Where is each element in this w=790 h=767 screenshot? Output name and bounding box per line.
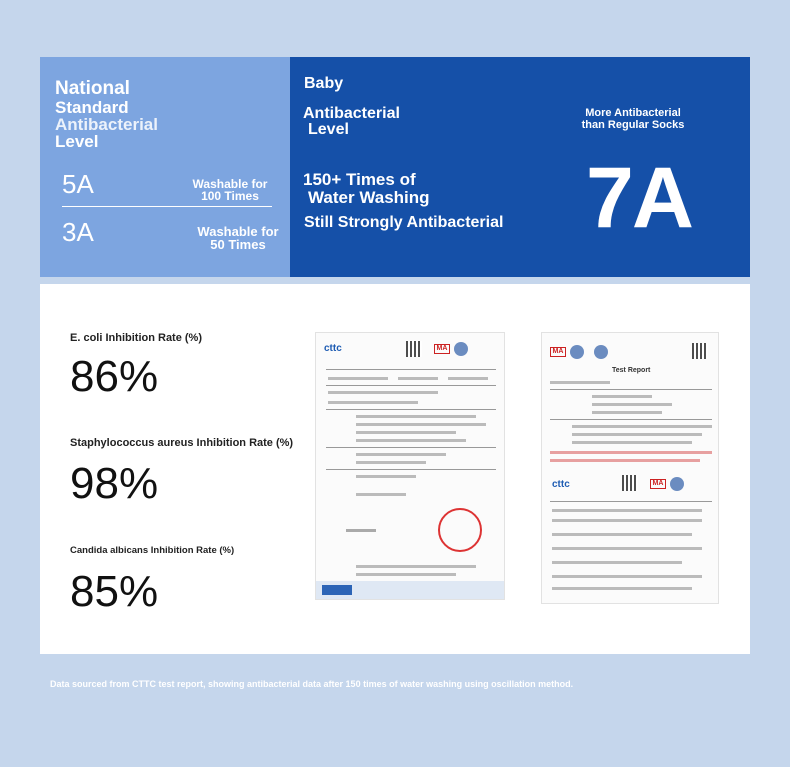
- doc-text-line: [572, 441, 692, 444]
- footer-logo: [322, 585, 352, 595]
- grade-5a-wash-line1: Washable for: [192, 177, 268, 191]
- doc-text-line: [592, 403, 672, 406]
- cttc-logo: cttc: [552, 479, 570, 490]
- signature-mark: [346, 529, 376, 532]
- doc-text-line: [552, 561, 682, 564]
- more-line1: More Antibacterial: [585, 107, 681, 119]
- doc-text-line: [572, 425, 712, 428]
- grade-7a: 7A: [586, 150, 692, 246]
- qr-code-icon: [622, 475, 638, 491]
- doc-text-line: [550, 381, 610, 384]
- test-report-title: Test Report: [612, 367, 651, 374]
- ma-logo: MA: [434, 344, 450, 354]
- doc-text-line: [398, 377, 438, 380]
- doc-rule: [326, 409, 496, 410]
- grade-divider: [62, 206, 272, 207]
- ecoli-rate-label: E. coli Inhibition Rate (%): [70, 332, 202, 344]
- ecoli-rate-value: 86%: [70, 352, 159, 401]
- data-source-footnote: Data sourced from CTTC test report, showing antibacterial data after 150 times of water washing using oscillation method.: [50, 679, 574, 689]
- doc-text-line: [552, 547, 702, 550]
- doc-text-line: [328, 377, 388, 380]
- cttc-logo: cttc: [324, 343, 342, 354]
- red-seal-stamp: [438, 508, 482, 552]
- doc-text-line: [592, 411, 662, 414]
- grade-3a-wash-line2: 50 Times: [210, 237, 266, 252]
- level-label: Level: [55, 132, 99, 151]
- doc-text-line: [328, 391, 438, 394]
- doc-text-line: [356, 565, 476, 568]
- doc-text-line: [552, 509, 702, 512]
- grade-5a-wash-note: [180, 178, 280, 202]
- doc-text-line: [356, 493, 406, 496]
- baby-label: Baby: [304, 75, 344, 92]
- grade-3a-wash-note: [188, 225, 288, 251]
- doc-text-line-red: [550, 459, 700, 462]
- doc-text-line: [592, 395, 652, 398]
- national-standard-panel: [40, 57, 290, 277]
- antibacterial-label: Antibacterial: [55, 115, 158, 134]
- doc-text-line: [356, 439, 466, 442]
- antibacterial-level-heading: [303, 106, 453, 138]
- wash-count-heading: [303, 171, 493, 207]
- ma-logo: MA: [550, 347, 566, 357]
- national-label: National: [55, 78, 130, 99]
- doc-rule: [550, 419, 712, 420]
- staph-rate-label: Staphylococcus aureus Inhibition Rate (%): [70, 437, 294, 449]
- doc-text-line: [356, 573, 456, 576]
- cnas-logo-icon: [570, 345, 584, 359]
- cnas-logo-icon: [454, 342, 468, 356]
- doc1-footer: [316, 581, 504, 599]
- doc-text-line: [448, 377, 488, 380]
- staph-rate-value: 98%: [70, 459, 159, 508]
- ma-logo: MA: [650, 479, 666, 489]
- test-report-document-2: [541, 332, 719, 604]
- cnas-logo-icon: [670, 477, 684, 491]
- doc-rule: [550, 501, 712, 502]
- doc-text-line: [552, 519, 702, 522]
- level-word: Level: [308, 121, 349, 138]
- antibacterial-word: Antibacterial: [303, 105, 400, 122]
- doc-text-line: [552, 575, 702, 578]
- doc-rule: [326, 469, 496, 470]
- doc-text-line: [356, 453, 446, 456]
- doc-text-line: [356, 461, 426, 464]
- doc-rule: [550, 389, 712, 390]
- doc-text-line: [356, 475, 416, 478]
- wash-line1: 150+ Times of: [303, 170, 416, 189]
- doc-rule: [326, 447, 496, 448]
- test-report-document-1: [315, 332, 505, 600]
- grade-3a: 3A: [62, 217, 94, 247]
- inhibition-rates-card: [40, 284, 750, 654]
- doc1-header: [324, 339, 496, 361]
- standard-label: Standard: [55, 98, 129, 117]
- doc-text-line: [552, 533, 692, 536]
- baby-antibacterial-panel: [290, 57, 750, 277]
- doc-text-line: [572, 433, 702, 436]
- cnas-logo-icon: [594, 345, 608, 359]
- candida-rate-value: 85%: [70, 567, 159, 616]
- doc-text-line-red: [550, 451, 712, 454]
- doc-rule: [326, 369, 496, 370]
- doc-text-line: [356, 415, 476, 418]
- doc-text-line: [552, 587, 692, 590]
- grade-comparison-banner: [40, 57, 750, 277]
- more-antibacterial-note: [573, 107, 693, 131]
- grade-5a-wash-line2: 100 Times: [201, 189, 259, 203]
- qr-code-icon: [406, 341, 422, 357]
- doc-text-line: [356, 431, 456, 434]
- more-line2: than Regular Socks: [581, 119, 685, 131]
- doc-text-line: [328, 401, 418, 404]
- qr-code-icon: [692, 343, 708, 359]
- doc-rule: [326, 385, 496, 386]
- wash-line2: Water Washing: [308, 188, 430, 207]
- doc-text-line: [356, 423, 486, 426]
- still-antibacterial-text: Still Strongly Antibacterial: [304, 214, 504, 231]
- standard-level-label: [55, 99, 185, 150]
- grade-3a-wash-line1: Washable for: [197, 224, 279, 239]
- candida-rate-label: Candida albicans Inhibition Rate (%): [70, 545, 235, 556]
- grade-5a: 5A: [62, 169, 94, 199]
